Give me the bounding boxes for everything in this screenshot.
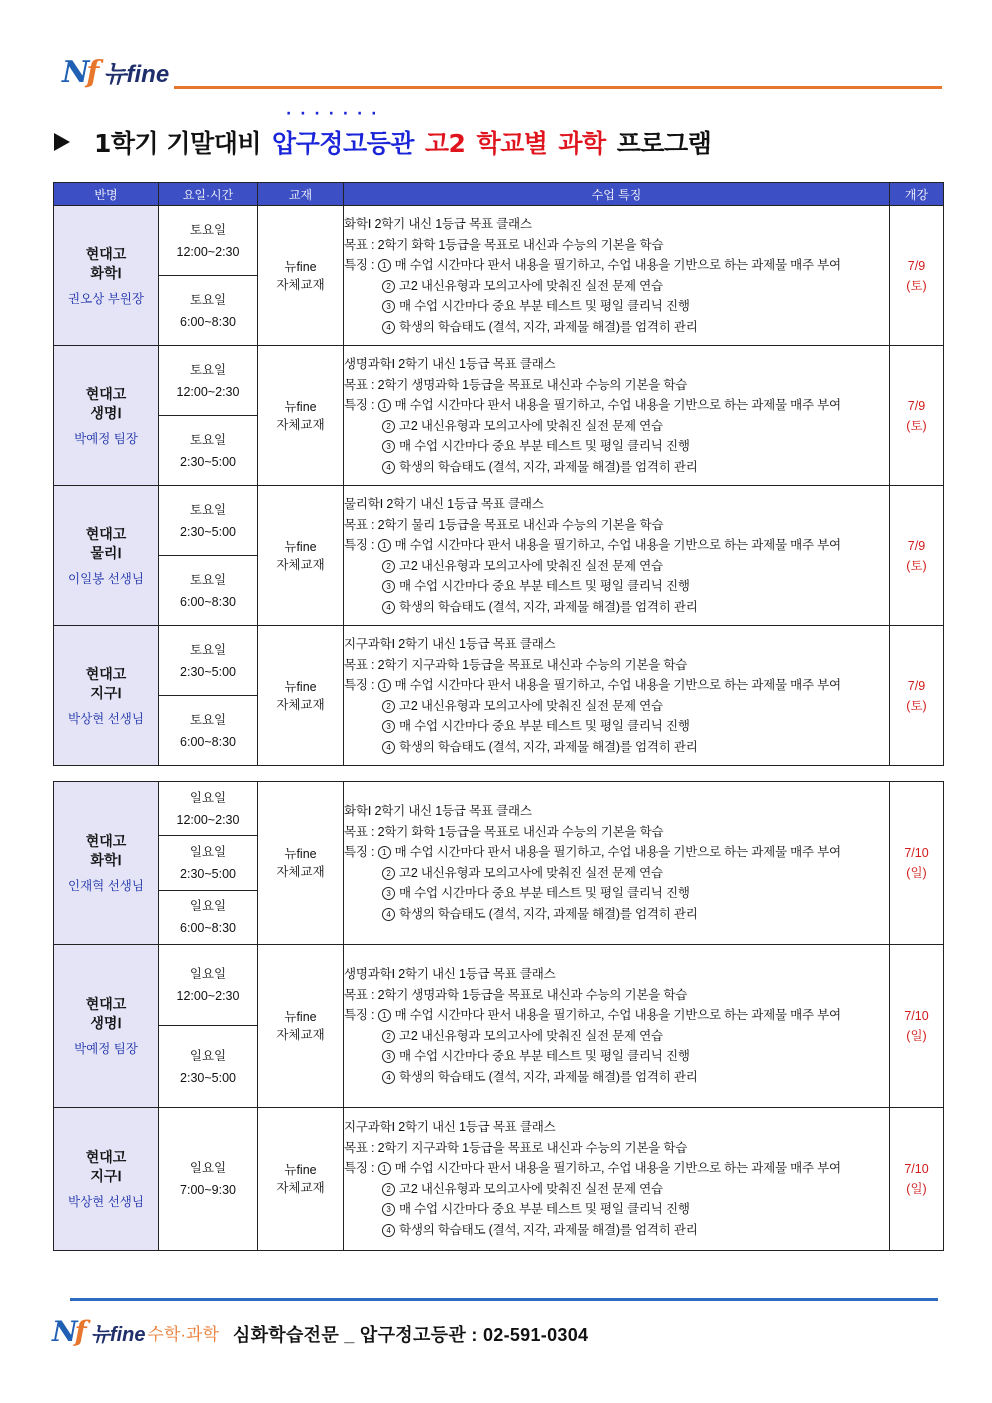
description-cell (344, 944, 890, 1107)
class-goal: 목표 : 2학기 지구과학 1등급을 목표로 내신과 수능의 기본을 학습 (344, 1140, 688, 1155)
feature-text: 매 수업 시간마다 중요 부분 테스트 및 평일 클리닉 진행 (399, 299, 690, 313)
time-day: 일요일 (189, 790, 227, 805)
time-day: 토요일 (189, 642, 227, 657)
circled-number-icon: 3 (382, 1203, 395, 1216)
feature-label: 특징 : (344, 1008, 375, 1023)
time-cell (159, 1107, 258, 1250)
time-hours: 6:00~8:30 (180, 921, 236, 936)
book-type: 자체교재 (276, 1180, 325, 1195)
circled-number-icon: 4 (382, 1071, 395, 1084)
circled-number-icon: 2 (382, 420, 395, 433)
title-program: 프로그램 (616, 129, 712, 158)
circled-number-icon: 4 (382, 601, 395, 614)
class-teacher: 인재혁 선생님 (68, 878, 144, 893)
circled-number-icon: 1 (378, 846, 391, 859)
feature-text: 매 수업 시간마다 중요 부분 테스트 및 평일 클리닉 진행 (399, 1202, 690, 1217)
class-teacher: 박예정 팀장 (74, 431, 138, 446)
table-row (54, 626, 944, 696)
class-teacher: 박상현 선생님 (68, 1194, 144, 1209)
time-hours: 2:30~5:00 (180, 866, 236, 881)
description-cell (344, 346, 890, 486)
footer-logo-word: 뉴fine (90, 1324, 146, 1346)
class-subject: 지구Ⅰ (90, 684, 122, 701)
class-heading: 화학Ⅰ 2학기 내신 1등급 목표 클래스 (344, 217, 532, 231)
time-cell (159, 696, 258, 766)
class-cell (54, 206, 159, 346)
class-goal: 목표 : 2학기 물리 1등급을 목표로 내신과 수능의 기본을 학습 (344, 517, 664, 532)
time-cell (159, 626, 258, 696)
time-hours: 6:00~8:30 (180, 314, 236, 329)
circled-number-icon: 3 (382, 887, 395, 900)
book-cell (258, 1107, 344, 1250)
open-date: 7/9 (907, 398, 926, 413)
class-school: 현대고 (85, 995, 127, 1012)
feature-text: 고2 내신유형과 모의고사에 맞춰진 실전 문제 연습 (399, 278, 663, 293)
time-hours: 2:30~5:00 (180, 1070, 236, 1085)
time-cell (159, 346, 258, 416)
feature-text: 매 수업 시간마다 중요 부분 테스트 및 평일 클리닉 진행 (399, 1049, 690, 1064)
feature-item (344, 296, 889, 317)
feature-label: 특징 : (344, 845, 375, 860)
circled-number-icon: 4 (382, 321, 395, 334)
time-cell (159, 782, 258, 836)
feature-text: 매 수업 시간마다 판서 내용을 필기하고, 수업 내용을 기반으로 하는 과제물 매주 부여 (394, 538, 841, 552)
open-date-cell (890, 206, 944, 346)
feature-text: 고2 내신유형과 모의고사에 맞춰진 실전 문제 연습 (399, 558, 663, 573)
feature-item (344, 696, 889, 717)
circled-number-icon: 1 (378, 259, 391, 272)
book-cell (258, 944, 344, 1107)
feature-item (344, 1005, 889, 1026)
circled-number-icon: 2 (382, 560, 395, 573)
feature-item (344, 1158, 889, 1179)
footer-tagline: 심화학습전문 _ 압구정고등관 : 02-591-0304 (232, 1325, 589, 1345)
feature-text: 학생의 학습태도 (결석, 지각, 과제물 해결)를 엄격히 관리 (399, 319, 698, 334)
circled-number-icon: 1 (378, 679, 391, 692)
circled-number-icon: 2 (382, 700, 395, 713)
class-goal: 목표 : 2학기 화학 1등급을 목표로 내신과 수능의 기본을 학습 (344, 237, 664, 252)
time-cell (159, 1026, 258, 1108)
circled-number-icon: 4 (382, 908, 395, 921)
time-hours: 12:00~2:30 (176, 989, 240, 1004)
circled-number-icon: 4 (382, 1224, 395, 1237)
table-row (54, 486, 944, 556)
open-date: 7/10 (904, 1008, 929, 1023)
feature-item (344, 1220, 889, 1241)
feature-label: 특징 : (344, 1161, 375, 1176)
time-day: 토요일 (189, 292, 227, 307)
feature-item (344, 716, 889, 737)
description-cell (344, 206, 890, 346)
time-cell (159, 416, 258, 486)
feature-item (344, 457, 889, 478)
feature-item (344, 597, 889, 618)
feature-label: 특징 : (344, 538, 375, 552)
class-subject: 생명Ⅰ (90, 404, 122, 421)
open-day: (일) (906, 1181, 927, 1196)
feature-text: 고2 내신유형과 모의고사에 맞춰진 실전 문제 연습 (399, 418, 663, 433)
feature-text: 매 수업 시간마다 판서 내용을 필기하고, 수업 내용을 기반으로 하는 과제물 매주 부여 (394, 398, 841, 412)
time-hours: 6:00~8:30 (180, 594, 236, 609)
table-row (54, 782, 944, 836)
time-day: 토요일 (189, 362, 227, 377)
book-type: 자체교재 (276, 557, 325, 572)
class-cell (54, 1107, 159, 1250)
class-heading: 화학Ⅰ 2학기 내신 1등급 목표 클래스 (344, 804, 532, 819)
table-row (54, 206, 944, 276)
feature-text: 매 수업 시간마다 중요 부분 테스트 및 평일 클리닉 진행 (399, 579, 690, 593)
feature-text: 매 수업 시간마다 판서 내용을 필기하고, 수업 내용을 기반으로 하는 과제물 매주 부여 (394, 1008, 841, 1023)
time-day: 토요일 (189, 502, 227, 517)
footer-logo-mark: Nf (52, 1315, 87, 1348)
class-heading: 지구과학Ⅰ 2학기 내신 1등급 목표 클래스 (344, 637, 556, 651)
class-subject: 생명Ⅰ (90, 1014, 122, 1031)
feature-item (344, 576, 889, 597)
circled-number-icon: 2 (382, 1030, 395, 1043)
open-day: (토) (906, 278, 927, 293)
brand-logo (62, 55, 170, 90)
class-goal: 목표 : 2학기 생명과학 1등급을 목표로 내신과 수능의 기본을 학습 (344, 987, 688, 1002)
circled-number-icon: 1 (378, 399, 391, 412)
table-row (54, 346, 944, 416)
feature-item (344, 1067, 889, 1088)
circled-number-icon: 2 (382, 1183, 395, 1196)
class-school: 현대고 (85, 832, 127, 849)
feature-item (344, 1179, 889, 1200)
class-heading: 지구과학Ⅰ 2학기 내신 1등급 목표 클래스 (344, 1120, 556, 1135)
time-cell (159, 486, 258, 556)
book-cell (258, 782, 344, 945)
time-hours: 12:00~2:30 (176, 384, 240, 399)
class-subject: 화학Ⅰ (90, 264, 122, 281)
time-hours: 12:00~2:30 (176, 812, 240, 827)
book-type: 자체교재 (276, 1027, 325, 1042)
time-cell (159, 944, 258, 1026)
open-date-cell (890, 626, 944, 766)
header-time: 요일·시간 (159, 183, 258, 206)
feature-text: 매 수업 시간마다 판서 내용을 필기하고, 수업 내용을 기반으로 하는 과제물 매주 부여 (394, 258, 841, 272)
open-day: (일) (906, 1028, 927, 1043)
open-date: 7/10 (904, 1161, 929, 1176)
description-cell (344, 486, 890, 626)
open-day: (토) (906, 418, 927, 433)
circled-number-icon: 3 (382, 580, 395, 593)
time-hours: 12:00~2:30 (176, 244, 240, 259)
book-cell (258, 486, 344, 626)
time-cell (159, 276, 258, 346)
saturday-schedule-table (53, 182, 944, 766)
open-date-cell (890, 1107, 944, 1250)
table-row (54, 944, 944, 1026)
class-cell (54, 782, 159, 945)
page-title (54, 124, 722, 160)
circled-number-icon: 3 (382, 720, 395, 733)
open-day: (일) (906, 865, 927, 880)
feature-item (344, 436, 889, 457)
class-cell (54, 626, 159, 766)
book-cell (258, 346, 344, 486)
class-teacher: 이일봉 선생님 (68, 571, 144, 586)
sunday-schedule-table (53, 781, 944, 1251)
title-part-1: 1학기 기말대비 (94, 129, 261, 158)
footer (52, 1315, 589, 1348)
feature-text: 고2 내신유형과 모의고사에 맞춰진 실전 문제 연습 (399, 1181, 663, 1196)
logo-word: 뉴fine (103, 61, 170, 88)
book-brand: 뉴fine (284, 539, 317, 554)
open-date-cell (890, 346, 944, 486)
feature-text: 학생의 학습태도 (결석, 지각, 과제물 해결)를 엄격히 관리 (399, 599, 698, 614)
title-subject: 과학 (558, 129, 606, 158)
feature-label: 특징 : (344, 678, 375, 692)
class-subject: 물리Ⅰ (90, 544, 122, 561)
class-teacher: 박예정 팀장 (74, 1041, 138, 1056)
time-day: 토요일 (189, 432, 227, 447)
circled-number-icon: 4 (382, 461, 395, 474)
time-hours: 2:30~5:00 (180, 524, 236, 539)
open-date-cell (890, 486, 944, 626)
feature-item (344, 675, 889, 696)
circled-number-icon: 1 (378, 539, 391, 552)
class-goal: 목표 : 2학기 생명과학 1등급을 목표로 내신과 수능의 기본을 학습 (344, 377, 688, 392)
class-goal: 목표 : 2학기 화학 1등급을 목표로 내신과 수능의 기본을 학습 (344, 824, 664, 839)
feature-item (344, 317, 889, 338)
header-book: 교재 (258, 183, 344, 206)
description-cell (344, 1107, 890, 1250)
open-date: 7/9 (907, 538, 926, 553)
open-date: 7/9 (907, 258, 926, 273)
feature-item (344, 395, 889, 416)
feature-label: 특징 : (344, 398, 375, 412)
logo-mark: Nf (62, 55, 100, 90)
open-day: (토) (906, 558, 927, 573)
book-type: 자체교재 (276, 277, 325, 292)
open-date-cell (890, 944, 944, 1107)
circled-number-icon: 3 (382, 300, 395, 313)
book-brand: 뉴fine (284, 1162, 317, 1177)
feature-text: 매 수업 시간마다 판서 내용을 필기하고, 수업 내용을 기반으로 하는 과제물 매주 부여 (394, 845, 841, 860)
time-hours: 6:00~8:30 (180, 734, 236, 749)
title-school: 학교별 (476, 129, 548, 158)
feature-item (344, 1199, 889, 1220)
feature-item (344, 556, 889, 577)
time-day: 일요일 (189, 844, 227, 859)
title-branch: · · · 압구정고등관 (272, 124, 414, 160)
circled-number-icon: 2 (382, 280, 395, 293)
class-teacher: 권오상 부원장 (68, 291, 144, 306)
time-day: 일요일 (189, 1160, 227, 1175)
book-cell (258, 626, 344, 766)
class-school: 현대고 (85, 385, 127, 402)
class-school: 현대고 (85, 1148, 127, 1165)
circled-number-icon: 4 (382, 741, 395, 754)
feature-text: 매 수업 시간마다 중요 부분 테스트 및 평일 클리닉 진행 (399, 439, 690, 453)
time-cell (159, 890, 258, 944)
open-date: 7/9 (907, 678, 926, 693)
circled-number-icon: 1 (378, 1009, 391, 1022)
class-heading: 생명과학Ⅰ 2학기 내신 1등급 목표 클래스 (344, 357, 556, 371)
class-school: 현대고 (85, 245, 127, 262)
feature-item (344, 863, 889, 884)
header-divider (174, 86, 942, 89)
time-hours: 7:00~9:30 (180, 1182, 236, 1197)
time-cell (159, 206, 258, 276)
feature-text: 매 수업 시간마다 판서 내용을 필기하고, 수업 내용을 기반으로 하는 과제물 매주 부여 (394, 1161, 841, 1176)
time-day: 토요일 (189, 712, 227, 727)
feature-text: 고2 내신유형과 모의고사에 맞춰진 실전 문제 연습 (399, 1028, 663, 1043)
feature-text: 학생의 학습태도 (결석, 지각, 과제물 해결)를 엄격히 관리 (399, 1222, 698, 1237)
feature-item (344, 276, 889, 297)
open-date-cell (890, 782, 944, 945)
class-heading: 물리학Ⅰ 2학기 내신 1등급 목표 클래스 (344, 497, 544, 511)
time-day: 일요일 (189, 1048, 227, 1063)
class-subject: 지구Ⅰ (90, 1167, 122, 1184)
triangle-bullet-icon (54, 133, 70, 151)
feature-item (344, 737, 889, 758)
feature-text: 학생의 학습태도 (결석, 지각, 과제물 해결)를 엄격히 관리 (399, 906, 698, 921)
class-cell (54, 346, 159, 486)
feature-item (344, 255, 889, 276)
book-brand: 뉴fine (284, 846, 317, 861)
feature-item (344, 1046, 889, 1067)
feature-text: 매 수업 시간마다 중요 부분 테스트 및 평일 클리닉 진행 (399, 719, 690, 733)
book-cell (258, 206, 344, 346)
time-hours: 2:30~5:00 (180, 664, 236, 679)
feature-item (344, 904, 889, 925)
feature-text: 학생의 학습태도 (결석, 지각, 과제물 해결)를 엄격히 관리 (399, 459, 698, 474)
class-school: 현대고 (85, 665, 127, 682)
class-cell (54, 944, 159, 1107)
circled-number-icon: 3 (382, 440, 395, 453)
header-open: 개강 (890, 183, 944, 206)
book-type: 자체교재 (276, 864, 325, 879)
time-day: 토요일 (189, 572, 227, 587)
feature-text: 매 수업 시간마다 판서 내용을 필기하고, 수업 내용을 기반으로 하는 과제물 매주 부여 (394, 678, 841, 692)
feature-text: 학생의 학습태도 (결석, 지각, 과제물 해결)를 엄격히 관리 (399, 1069, 698, 1084)
class-subject: 화학Ⅰ (90, 851, 122, 868)
feature-item (344, 883, 889, 904)
feature-item (344, 842, 889, 863)
feature-text: 학생의 학습태도 (결석, 지각, 과제물 해결)를 엄격히 관리 (399, 739, 698, 754)
circled-number-icon: 3 (382, 1050, 395, 1063)
book-type: 자체교재 (276, 697, 325, 712)
feature-label: 특징 : (344, 258, 375, 272)
book-brand: 뉴fine (284, 399, 317, 414)
class-school: 현대고 (85, 525, 127, 542)
book-brand: 뉴fine (284, 679, 317, 694)
time-cell (159, 556, 258, 626)
class-teacher: 박상현 선생님 (68, 711, 144, 726)
feature-item (344, 1026, 889, 1047)
open-date: 7/10 (904, 845, 929, 860)
feature-item (344, 535, 889, 556)
title-grade: 고2 (424, 129, 466, 158)
feature-item (344, 416, 889, 437)
time-hours: 2:30~5:00 (180, 454, 236, 469)
header-class: 반명 (54, 183, 159, 206)
time-day: 일요일 (189, 899, 227, 914)
book-brand: 뉴fine (284, 259, 317, 274)
book-type: 자체교재 (276, 417, 325, 432)
feature-text: 고2 내신유형과 모의고사에 맞춰진 실전 문제 연습 (399, 698, 663, 713)
time-cell (159, 836, 258, 890)
circled-number-icon: 2 (382, 867, 395, 880)
class-heading: 생명과학Ⅰ 2학기 내신 1등급 목표 클래스 (344, 967, 556, 982)
footer-divider (70, 1298, 938, 1301)
class-cell (54, 486, 159, 626)
footer-subjects: 수학·과학 (147, 1325, 219, 1344)
circled-number-icon: 1 (378, 1162, 391, 1175)
header-desc: 수업 특징 (344, 183, 890, 206)
feature-text: 고2 내신유형과 모의고사에 맞춰진 실전 문제 연습 (399, 865, 663, 880)
class-goal: 목표 : 2학기 지구과학 1등급을 목표로 내신과 수능의 기본을 학습 (344, 657, 688, 672)
description-cell (344, 626, 890, 766)
time-day: 토요일 (189, 222, 227, 237)
feature-text: 매 수업 시간마다 중요 부분 테스트 및 평일 클리닉 진행 (399, 886, 690, 901)
open-day: (토) (906, 698, 927, 713)
book-brand: 뉴fine (284, 1009, 317, 1024)
table-row (54, 1107, 944, 1250)
time-day: 일요일 (189, 967, 227, 982)
description-cell (344, 782, 890, 945)
